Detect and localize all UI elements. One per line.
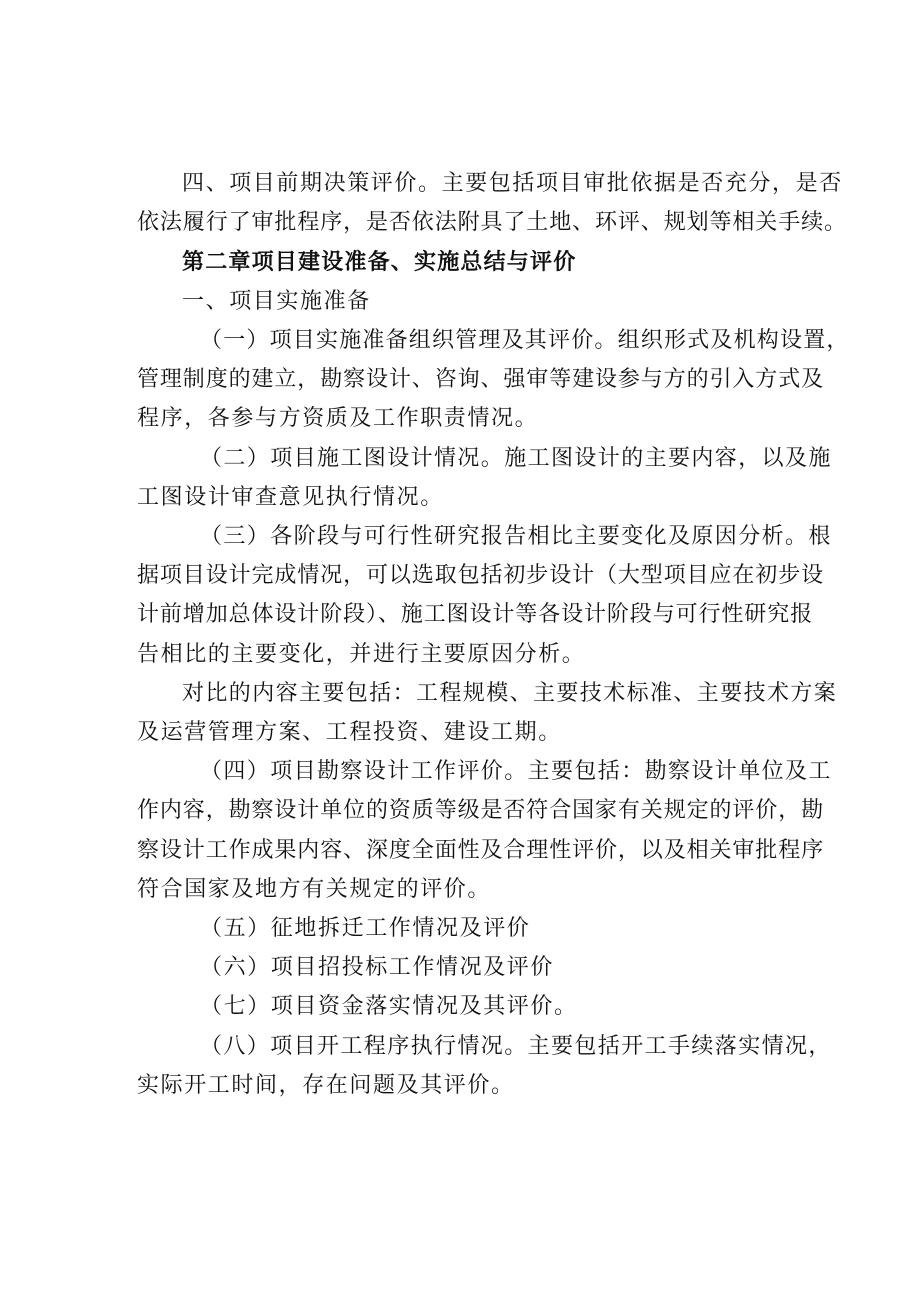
item3-line-3: 计前增加总体设计阶段）、施工图设计等各设计阶段与可行性研究报 (137, 602, 814, 627)
item4-line-4: 符合国家及地方有关规定的评价。 (137, 877, 492, 902)
item3-line-2: 据项目设计完成情况，可以选取包括初步设计（大型项目应在初步设 (137, 563, 825, 588)
item4-line-1: （四）项目勘察设计工作评价。主要包括：勘察设计单位及工 (200, 759, 832, 784)
section4-line-1: 四、项目前期决策评价。主要包括项目审批依据是否充分，是否 (182, 171, 843, 196)
item5-line: （五）征地拆迁工作情况及评价 (200, 916, 531, 941)
comparison-line-1: 对比的内容主要包括：工程规模、主要技术标准、主要技术方案 (182, 681, 838, 706)
item1-line-1: （一）项目实施准备组织管理及其评价。组织形式及机构设置， (200, 328, 850, 353)
item3-line-4: 告相比的主要变化，并进行主要原因分析。 (137, 642, 586, 667)
item7-line: （七）项目资金落实情况及其评价。 (200, 994, 578, 1019)
item3-line-1: （三）各阶段与可行性研究报告相比主要变化及原因分析。根 (200, 524, 832, 549)
item2-line-1: （二）项目施工图设计情况。施工图设计的主要内容，以及施 (200, 446, 832, 471)
item6-line: （六）项目招投标工作情况及评价 (200, 955, 555, 980)
item4-line-3: 察设计工作成果内容、深度全面性及合理性评价，以及相关审批程序 (137, 838, 825, 863)
item2-line-2: 工图设计审查意见执行情况。 (137, 485, 444, 510)
item4-line-2: 作内容，勘察设计单位的资质等级是否符合国家有关规定的评价，勘 (137, 798, 825, 823)
item8-line-2: 实际开工时间，存在问题及其评价。 (137, 1073, 515, 1098)
part1-title: 一、项目实施准备 (182, 289, 371, 314)
item8-line-1: （八）项目开工程序执行情况。主要包括开工手续落实情况， (200, 1034, 832, 1059)
comparison-line-2: 及运营管理方案、工程投资、建设工期。 (137, 720, 562, 745)
item1-line-2: 管理制度的建立，勘察设计、咨询、强审等建设参与方的引入方式及 (137, 367, 825, 392)
section4-line-2: 依法履行了审批程序，是否依法附具了土地、环评、规划等相关手续。 (137, 210, 847, 235)
item1-line-3: 程序，各参与方资质及工作职责情况。 (137, 406, 539, 431)
chapter2-title: 第二章项目建设准备、实施总结与评价 (182, 250, 577, 275)
